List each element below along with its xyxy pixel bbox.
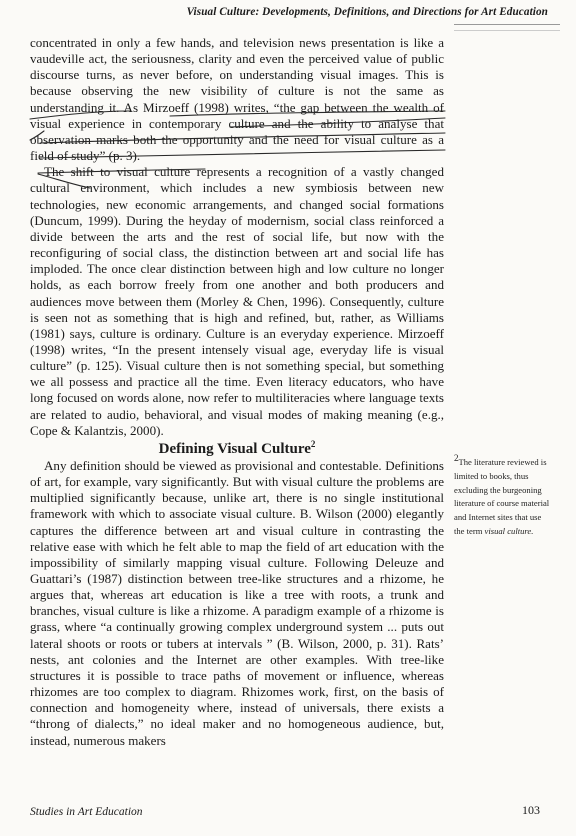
margin-footnote bbox=[454, 453, 552, 539]
section-heading-text: Defining Visual Culture bbox=[158, 440, 311, 457]
sidenote-italic-term: visual culture. bbox=[484, 525, 534, 536]
main-text-column bbox=[30, 35, 444, 749]
sidenote-text: The literature reviewed is limited to books, thus excluding the burgeoning literature of course material and Internet sites that use the term bbox=[454, 457, 550, 536]
section-heading bbox=[30, 438, 444, 458]
sidenote-marker: 2 bbox=[454, 453, 459, 464]
page-number: 103 bbox=[522, 803, 540, 817]
paragraph-continuation: concentrated in only a few hands, and television news presentation is like a vaudeville act, the seriousness, clarity and even the perceived value of public discourse turns, as never before, on understanding visual images. This is because observing the new visibility of culture is not the same as understanding it. As Mirzoeff (1998) writes, “the gap between the wealth of visual experience in contemporary culture and the ability to analyse that observation marks both the opportunity and the need for visual culture as a field of study” (p. 3). bbox=[30, 35, 444, 164]
paragraph-defining: Any definition should be viewed as provisional and contestable. Definitions of art, for example, vary significantly. But with visual culture the problems are multiplied significantly because, unlike art, there is no single institutional framework with which to associate visual culture. B. Wilson (2000) elegantly captures the difference between art and visual culture in contrasting the relative ease with which he felt able to map the field of art education with the impossibility of similarly mapping visual culture. Following Deleuze and Guattari’s (1987) distinction between tree-like structures and a rhizome, he argues that, whereas art education is like a tree with roots, a trunk and branches, visual culture is like a rhizome. A paradigm example of a rhizome is grass, where “a continually growing complex underground system ... puts out lateral shoots or roots or tubers at intervals ” (B. Wilson, 2000, p. 31). Rats’ nests, ant colonies and the Internet are other examples. With tree-like structures it is possible to trace paths of movement or influence, whereas rhizomes are too complex to diagram. Rhizomes work, first, on the basis of connection and homogeneity where, instead of universals, there exists a “throng of dialects,” no ideal maker and no homogeneous audience, but, instead, numerous makers bbox=[30, 457, 444, 748]
paragraph-visual-culture-shift: The shift to visual culture represents a recognition of a vastly changed cultural environment, which includes a new symbiosis between new technologies, new economic arrangements, and changed social formations (Duncum, 1999). During the heyday of modernism, social class reinforced a divide between the arts and the rest of social life, but now with the reconfiguring of social class, the distinction between art and social life has imploded. The once clear distinction between high and low culture no longer holds, as each borrow freely from one another and both producers and audiences move between them (Morley & Chen, 1996). Consequently, culture is seen not as something that is high and refined, but, rather, as Williams (1981) says, culture is ordinary. Culture is an everyday experience. Mirzoeff (1998) writes, “In the present intensely visual age, everyday life is visual culture” (p. 125). Visual culture then is not something special, but something we all possess and practice all the time. Even literacy educators, who have long focused on words alone, now refer to multiliteracies where language texts are related to audio, behavioral, and visual modes of making meaning (e.g., Cope & Kalantzis, 2000). bbox=[30, 164, 444, 438]
journal-title: Studies in Art Education bbox=[30, 806, 143, 818]
running-header: Visual Culture: Developments, Definitions, and Directions for Art Education bbox=[186, 6, 548, 18]
margin-rule bbox=[454, 24, 560, 25]
footnote-marker: 2 bbox=[310, 438, 316, 449]
margin-rule-secondary bbox=[454, 30, 560, 31]
